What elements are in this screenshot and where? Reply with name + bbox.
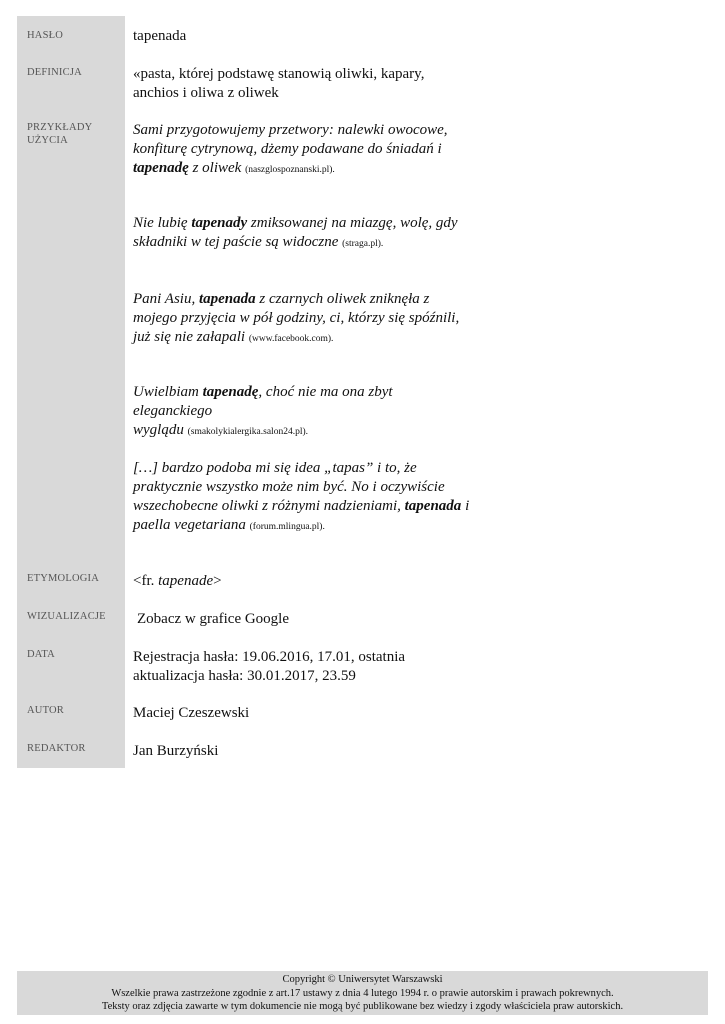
headword: tapenada [133,28,187,44]
example-3-line3-text: już się nie załapali [133,329,249,345]
definition-line1: «pasta, której podstawę stanowią oliwki, kapary, [133,66,425,82]
example-1-keyword: tapenadę [133,160,189,176]
author-name: Maciej Czeszewski [133,705,250,721]
example-1 [133,121,473,180]
example-4-source: (smakolykialergika.salon24.pl). [187,427,308,437]
label-redaktor: REDAKTOR [27,743,86,754]
example-3-line3 [133,328,473,349]
copyright-footer [17,971,708,1015]
label-przyklady [27,121,117,147]
footer-line1: Copyright © Uniwersytet Warszawski [282,974,443,985]
entry-date-line2: aktualizacja hasła: 30.01.2017, 23.59 [133,668,356,684]
example-1-line2: konfiturę cytrynową, dżemy podawane do śniadań i [133,141,442,157]
example-2-line2 [133,233,473,254]
example-3-line1 [133,290,473,309]
label-etymologia: ETYMOLOGIA [27,573,99,584]
label-definicja: DEFINICJA [27,67,82,78]
entry-date [133,648,473,686]
example-3-line1-pre: Pani Asiu, [133,291,199,307]
example-1-line1: Sami przygotowujemy przetwory: nalewki owocowe, [133,122,448,138]
example-5-line3-post: i [461,498,470,514]
example-3-source: (www.facebook.com). [248,334,334,344]
example-1-source: (naszglospoznanski.pl). [245,165,335,175]
example-5-line3-pre: wszechobecne oliwki z różnymi nadzieniami, [133,498,405,514]
label-przyklady-line1: PRZYKŁADY [27,122,93,133]
example-5-source: (forum.mlingua.pl). [249,522,325,532]
example-5-line3 [133,497,473,516]
example-2-source: (straga.pl). [342,239,384,249]
example-4-line1 [133,383,473,421]
label-autor: AUTOR [27,705,64,716]
label-przyklady-line2: UŻYCIA [27,135,68,146]
example-1-line3 [133,159,473,180]
definition-line2: anchios i oliwa z oliwek [133,85,279,101]
example-5-line2: praktycznie wszystko może nim być. No i oczywiście [133,479,445,495]
label-wizualizacje: WIZUALIZACJE [27,611,106,622]
example-2-line1-post: zmiksowanej na miazgę, wolę, gdy [247,215,458,231]
label-haslo: HASŁO [27,30,64,41]
etymology-word: tapenade [158,573,214,589]
etymology-suffix: > [213,573,222,589]
example-5-line1: […] bardzo podoba mi się idea „tapas” i to, że [133,460,417,476]
example-4 [133,383,473,442]
example-2 [133,214,473,254]
footer-line2: Wszelkie prawa zastrzeżone zgodnie z art.17 ustawy z dnia 4 lutego 1994 r. o prawie autorskim i prawach pokrewnych. [111,987,614,999]
example-5 [133,459,473,537]
example-4-line2-text: wyglądu [133,422,188,438]
example-3-line2: mojego przyjęcia w pół godziny, ci, którzy się spóźnili, [133,310,460,326]
example-3-line1-post: z czarnych oliwek zniknęła z [255,291,430,307]
example-4-keyword: tapenadę [202,384,259,400]
example-2-line1 [133,214,473,233]
footer-line3: Teksty oraz zdjęcia zawarte w tym dokumencie nie mogą być publikowane bez wiedzy i zgody właściciela praw autorskich. [101,1001,624,1012]
etymology-prefix: <fr. [133,573,159,589]
example-3-keyword: tapenada [198,291,256,307]
example-4-line2 [133,421,473,442]
example-2-keyword: tapenady [191,215,248,231]
definition [133,65,473,103]
editor-name: Jan Burzyński [133,743,219,759]
example-2-line2-text: składniki w tej paście są widoczne [133,234,343,250]
example-2-line1-pre: Nie lubię [133,215,192,231]
example-5-line4 [133,516,473,537]
example-5-keyword: tapenada [404,498,462,514]
example-3 [133,290,473,349]
google-images-link[interactable]: Zobacz w grafice Google [137,611,290,627]
example-1-line3-rest: z oliwek [188,160,246,176]
example-4-line1-post: , choć nie ma ona zbyt eleganckiego [133,384,393,419]
entry-date-line1: Rejestracja hasła: 19.06.2016, 17.01, ostatnia [133,649,406,665]
etymology [133,572,473,591]
example-4-line1-pre: Uwielbiam [133,384,203,400]
label-data: DATA [27,649,55,660]
example-5-line4-text: paella vegetariana [133,517,250,533]
